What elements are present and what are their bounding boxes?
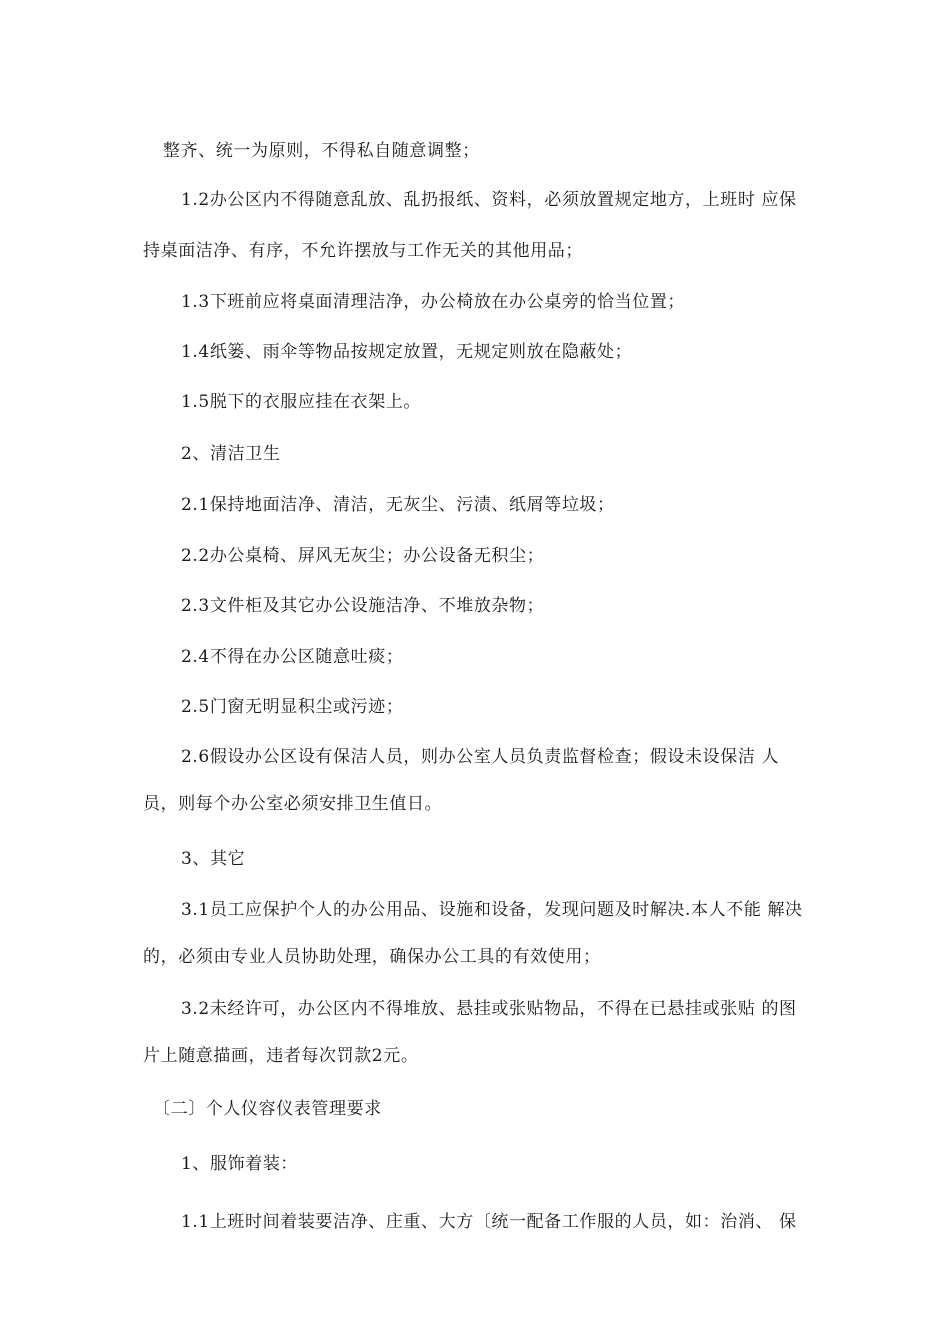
section-heading: 2、清洁卫生: [181, 444, 281, 464]
text-line: 1.5脱下的衣服应挂在衣架上。: [181, 392, 422, 412]
text-line: 持桌面洁净、有序，不允许摆放与工作无关的其他用品；: [143, 241, 583, 261]
section-heading: 3、其它: [181, 849, 246, 869]
text-line: 2.4不得在办公区随意吐痰；: [181, 647, 404, 667]
text-line: 员，则每个办公室必须安排卫生值日。: [143, 794, 443, 814]
text-line: 整齐、统一为原则，不得私自随意调整；: [163, 141, 480, 161]
text-line: 2.2办公桌椅、屏风无灰尘；办公设备无积尘；: [181, 546, 545, 566]
text-line: 3.1员工应保护个人的办公用品、设施和设备，发现问题及时解决.本人不能 解决: [181, 900, 803, 920]
text-line: 1.3下班前应将桌面清理洁净，办公椅放在办公桌旁的恰当位置；: [181, 292, 686, 312]
text-line: 2.1保持地面洁净、清洁，无灰尘、污渍、纸屑等垃圾；: [181, 495, 615, 515]
section-heading: 〔二〕个人仪容仪表管理要求: [153, 1099, 382, 1119]
text-line: 的，必须由专业人员协助处理，确保办公工具的有效使用；: [143, 947, 601, 967]
text-line: 1.1上班时间着装要洁净、庄重、大方〔统一配备工作服的人员，如：治消、 保: [181, 1212, 797, 1232]
text-line: 3.2未经许可，办公区内不得堆放、悬挂或张贴物品，不得在已悬挂或张贴 的图: [181, 999, 797, 1019]
text-line: 2.5门窗无明显积尘或污迹；: [181, 697, 404, 717]
text-line: 2.6假设办公区设有保洁人员，则办公室人员负责监督检查；假设未设保洁 人: [181, 747, 780, 767]
section-heading: 1、服饰着装：: [181, 1154, 299, 1174]
text-line: 1.4纸篓、雨伞等物品按规定放置，无规定则放在隐蔽处；: [181, 342, 633, 362]
text-line: 片上随意描画，违者每次罚款2元。: [143, 1046, 419, 1066]
text-line: 1.2办公区内不得随意乱放、乱扔报纸、资料，必须放置规定地方，上班时 应保: [181, 190, 797, 210]
text-line: 2.3文件柜及其它办公设施洁净、不堆放杂物；: [181, 596, 545, 616]
